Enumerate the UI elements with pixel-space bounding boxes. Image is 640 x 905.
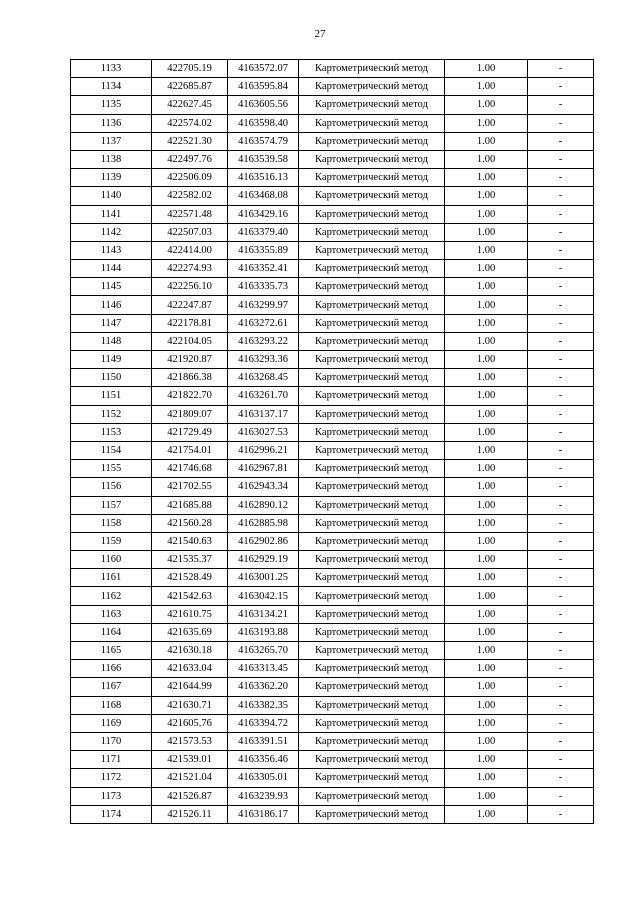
description-cell: - — [528, 460, 594, 478]
precision-cell: 1.00 — [445, 441, 528, 459]
precision-cell: 1.00 — [445, 405, 528, 423]
coordinate-y-cell: 4163355.89 — [228, 241, 299, 259]
method-cell: Картометрический метод — [299, 187, 445, 205]
table-row — [71, 696, 594, 714]
precision-cell: 1.00 — [445, 314, 528, 332]
precision-cell: 1.00 — [445, 551, 528, 569]
method-cell: Картометрический метод — [299, 405, 445, 423]
precision-cell: 1.00 — [445, 751, 528, 769]
point-number-cell: 1139 — [71, 169, 152, 187]
method-cell: Картометрический метод — [299, 314, 445, 332]
description-cell: - — [528, 60, 594, 78]
description-cell: - — [528, 514, 594, 532]
description-cell: - — [528, 587, 594, 605]
method-cell: Картометрический метод — [299, 532, 445, 550]
description-cell: - — [528, 787, 594, 805]
coordinate-y-cell: 4163429.16 — [228, 205, 299, 223]
precision-cell: 1.00 — [445, 223, 528, 241]
method-cell: Картометрический метод — [299, 478, 445, 496]
precision-cell: 1.00 — [445, 332, 528, 350]
coordinate-x-cell: 421535.37 — [152, 551, 228, 569]
description-cell: - — [528, 241, 594, 259]
coordinate-x-cell: 421866.38 — [152, 369, 228, 387]
table-row — [71, 187, 594, 205]
method-cell: Картометрический метод — [299, 460, 445, 478]
point-number-cell: 1151 — [71, 387, 152, 405]
method-cell: Картометрический метод — [299, 278, 445, 296]
precision-cell: 1.00 — [445, 60, 528, 78]
table-row — [71, 532, 594, 550]
point-number-cell: 1159 — [71, 532, 152, 550]
coordinate-y-cell: 4163572.07 — [228, 60, 299, 78]
coordinate-x-cell: 421920.87 — [152, 351, 228, 369]
coordinate-y-cell: 4163293.36 — [228, 351, 299, 369]
method-cell: Картометрический метод — [299, 769, 445, 787]
coordinate-y-cell: 4163391.51 — [228, 732, 299, 750]
coordinate-x-cell: 421633.04 — [152, 660, 228, 678]
coordinate-y-cell: 4163516.13 — [228, 169, 299, 187]
description-cell: - — [528, 314, 594, 332]
method-cell: Картометрический метод — [299, 732, 445, 750]
coordinate-y-cell: 4163186.17 — [228, 805, 299, 823]
point-number-cell: 1141 — [71, 205, 152, 223]
coordinate-y-cell: 4163605.56 — [228, 96, 299, 114]
table-row — [71, 60, 594, 78]
point-number-cell: 1146 — [71, 296, 152, 314]
coordinate-y-cell: 4163261.70 — [228, 387, 299, 405]
method-cell: Картометрический метод — [299, 441, 445, 459]
precision-cell: 1.00 — [445, 660, 528, 678]
precision-cell: 1.00 — [445, 732, 528, 750]
coordinate-y-cell: 4163137.17 — [228, 405, 299, 423]
coordinate-y-cell: 4163027.53 — [228, 423, 299, 441]
table-row — [71, 514, 594, 532]
method-cell: Картометрический метод — [299, 296, 445, 314]
point-number-cell: 1135 — [71, 96, 152, 114]
method-cell: Картометрический метод — [299, 569, 445, 587]
method-cell: Картометрический метод — [299, 78, 445, 96]
method-cell: Картометрический метод — [299, 132, 445, 150]
coordinate-x-cell: 422506.09 — [152, 169, 228, 187]
point-number-cell: 1154 — [71, 441, 152, 459]
method-cell: Картометрический метод — [299, 60, 445, 78]
table-row — [71, 369, 594, 387]
coordinate-x-cell: 421635.69 — [152, 623, 228, 641]
coordinate-y-cell: 4163134.21 — [228, 605, 299, 623]
coordinates-table — [70, 59, 594, 824]
point-number-cell: 1172 — [71, 769, 152, 787]
precision-cell: 1.00 — [445, 805, 528, 823]
point-number-cell: 1160 — [71, 551, 152, 569]
point-number-cell: 1143 — [71, 241, 152, 259]
precision-cell: 1.00 — [445, 769, 528, 787]
table-row — [71, 769, 594, 787]
description-cell: - — [528, 569, 594, 587]
precision-cell: 1.00 — [445, 423, 528, 441]
method-cell: Картометрический метод — [299, 205, 445, 223]
table-row — [71, 78, 594, 96]
point-number-cell: 1155 — [71, 460, 152, 478]
table-row — [71, 351, 594, 369]
page-number: 27 — [314, 28, 326, 40]
table-row — [71, 623, 594, 641]
table-row — [71, 805, 594, 823]
method-cell: Картометрический метод — [299, 587, 445, 605]
method-cell: Картометрический метод — [299, 223, 445, 241]
table-row — [71, 732, 594, 750]
table-row — [71, 260, 594, 278]
precision-cell: 1.00 — [445, 169, 528, 187]
precision-cell: 1.00 — [445, 569, 528, 587]
coordinate-x-cell: 421526.87 — [152, 787, 228, 805]
coordinate-x-cell: 421630.18 — [152, 642, 228, 660]
method-cell: Картометрический метод — [299, 660, 445, 678]
point-number-cell: 1174 — [71, 805, 152, 823]
description-cell: - — [528, 532, 594, 550]
table-row — [71, 714, 594, 732]
description-cell: - — [528, 441, 594, 459]
description-cell: - — [528, 696, 594, 714]
point-number-cell: 1153 — [71, 423, 152, 441]
precision-cell: 1.00 — [445, 278, 528, 296]
description-cell: - — [528, 150, 594, 168]
table-row — [71, 751, 594, 769]
coordinate-y-cell: 4162996.21 — [228, 441, 299, 459]
point-number-cell: 1158 — [71, 514, 152, 532]
coordinate-x-cell: 421630.71 — [152, 696, 228, 714]
coordinate-x-cell: 421685.88 — [152, 496, 228, 514]
method-cell: Картометрический метод — [299, 150, 445, 168]
table-row — [71, 96, 594, 114]
table-row — [71, 314, 594, 332]
coordinate-x-cell: 422685.87 — [152, 78, 228, 96]
coordinate-x-cell: 422627.45 — [152, 96, 228, 114]
description-cell: - — [528, 278, 594, 296]
description-cell: - — [528, 732, 594, 750]
coordinate-x-cell: 422256.10 — [152, 278, 228, 296]
coordinate-x-cell: 422582.02 — [152, 187, 228, 205]
coordinate-y-cell: 4163193.88 — [228, 623, 299, 641]
point-number-cell: 1161 — [71, 569, 152, 587]
method-cell: Картометрический метод — [299, 551, 445, 569]
precision-cell: 1.00 — [445, 514, 528, 532]
coordinate-y-cell: 4163352.41 — [228, 260, 299, 278]
coordinate-y-cell: 4163305.01 — [228, 769, 299, 787]
coordinate-x-cell: 422247.87 — [152, 296, 228, 314]
coordinate-x-cell: 421573.53 — [152, 732, 228, 750]
coordinate-y-cell: 4162890.12 — [228, 496, 299, 514]
description-cell: - — [528, 660, 594, 678]
point-number-cell: 1169 — [71, 714, 152, 732]
coordinate-y-cell: 4163539.58 — [228, 150, 299, 168]
method-cell: Картометрический метод — [299, 714, 445, 732]
description-cell: - — [528, 187, 594, 205]
method-cell: Картометрический метод — [299, 332, 445, 350]
coordinate-y-cell: 4163379.40 — [228, 223, 299, 241]
coordinate-x-cell: 421729.49 — [152, 423, 228, 441]
description-cell: - — [528, 114, 594, 132]
table-row — [71, 605, 594, 623]
coordinate-x-cell: 421540.63 — [152, 532, 228, 550]
point-number-cell: 1149 — [71, 351, 152, 369]
coordinate-y-cell: 4163299.97 — [228, 296, 299, 314]
description-cell: - — [528, 296, 594, 314]
precision-cell: 1.00 — [445, 78, 528, 96]
point-number-cell: 1148 — [71, 332, 152, 350]
method-cell: Картометрический метод — [299, 351, 445, 369]
coordinate-x-cell: 421822.70 — [152, 387, 228, 405]
description-cell: - — [528, 351, 594, 369]
point-number-cell: 1137 — [71, 132, 152, 150]
precision-cell: 1.00 — [445, 351, 528, 369]
table-row — [71, 660, 594, 678]
table-row — [71, 460, 594, 478]
point-number-cell: 1163 — [71, 605, 152, 623]
table-row — [71, 551, 594, 569]
description-cell: - — [528, 623, 594, 641]
point-number-cell: 1152 — [71, 405, 152, 423]
coordinate-x-cell: 421526.11 — [152, 805, 228, 823]
coordinate-y-cell: 4163293.22 — [228, 332, 299, 350]
coordinate-x-cell: 421809.07 — [152, 405, 228, 423]
coordinate-x-cell: 421746.68 — [152, 460, 228, 478]
point-number-cell: 1156 — [71, 478, 152, 496]
method-cell: Картометрический метод — [299, 751, 445, 769]
table-row — [71, 496, 594, 514]
point-number-cell: 1162 — [71, 587, 152, 605]
precision-cell: 1.00 — [445, 787, 528, 805]
description-cell: - — [528, 751, 594, 769]
table-row — [71, 278, 594, 296]
description-cell: - — [528, 260, 594, 278]
precision-cell: 1.00 — [445, 187, 528, 205]
coordinate-x-cell: 422507.03 — [152, 223, 228, 241]
coordinate-y-cell: 4163313.45 — [228, 660, 299, 678]
coordinate-x-cell: 421702.55 — [152, 478, 228, 496]
coordinate-y-cell: 4163272.61 — [228, 314, 299, 332]
description-cell: - — [528, 478, 594, 496]
precision-cell: 1.00 — [445, 623, 528, 641]
table-row — [71, 587, 594, 605]
table-row — [71, 241, 594, 259]
method-cell: Картометрический метод — [299, 423, 445, 441]
coordinate-y-cell: 4162929.19 — [228, 551, 299, 569]
coordinate-y-cell: 4163595.84 — [228, 78, 299, 96]
coordinate-y-cell: 4163001.25 — [228, 569, 299, 587]
table-row — [71, 787, 594, 805]
table-row — [71, 132, 594, 150]
method-cell: Картометрический метод — [299, 805, 445, 823]
coordinate-x-cell: 421754.01 — [152, 441, 228, 459]
method-cell: Картометрический метод — [299, 114, 445, 132]
description-cell: - — [528, 78, 594, 96]
description-cell: - — [528, 551, 594, 569]
table-row — [71, 205, 594, 223]
coordinate-x-cell: 421605.76 — [152, 714, 228, 732]
coordinate-y-cell: 4163239.93 — [228, 787, 299, 805]
point-number-cell: 1145 — [71, 278, 152, 296]
coordinate-x-cell: 421610.75 — [152, 605, 228, 623]
coordinate-y-cell: 4163335.73 — [228, 278, 299, 296]
point-number-cell: 1147 — [71, 314, 152, 332]
coordinate-x-cell: 421539.01 — [152, 751, 228, 769]
description-cell: - — [528, 714, 594, 732]
coordinate-x-cell: 422274.93 — [152, 260, 228, 278]
precision-cell: 1.00 — [445, 260, 528, 278]
coordinate-x-cell: 422178.81 — [152, 314, 228, 332]
description-cell: - — [528, 223, 594, 241]
coordinate-y-cell: 4162885.98 — [228, 514, 299, 532]
precision-cell: 1.00 — [445, 96, 528, 114]
point-number-cell: 1157 — [71, 496, 152, 514]
coordinate-x-cell: 421521.04 — [152, 769, 228, 787]
method-cell: Картометрический метод — [299, 678, 445, 696]
coordinate-y-cell: 4163362.20 — [228, 678, 299, 696]
method-cell: Картометрический метод — [299, 787, 445, 805]
coordinates-table-body — [71, 60, 594, 824]
precision-cell: 1.00 — [445, 642, 528, 660]
precision-cell: 1.00 — [445, 714, 528, 732]
table-row — [71, 405, 594, 423]
precision-cell: 1.00 — [445, 114, 528, 132]
precision-cell: 1.00 — [445, 587, 528, 605]
description-cell: - — [528, 769, 594, 787]
description-cell: - — [528, 369, 594, 387]
coordinate-x-cell: 421542.63 — [152, 587, 228, 605]
method-cell: Картометрический метод — [299, 241, 445, 259]
precision-cell: 1.00 — [445, 296, 528, 314]
table-row — [71, 441, 594, 459]
coordinate-y-cell: 4163394.72 — [228, 714, 299, 732]
precision-cell: 1.00 — [445, 478, 528, 496]
point-number-cell: 1150 — [71, 369, 152, 387]
table-row — [71, 114, 594, 132]
table-row — [71, 678, 594, 696]
precision-cell: 1.00 — [445, 678, 528, 696]
point-number-cell: 1138 — [71, 150, 152, 168]
point-number-cell: 1136 — [71, 114, 152, 132]
coordinate-x-cell: 422571.48 — [152, 205, 228, 223]
description-cell: - — [528, 423, 594, 441]
coordinate-x-cell: 422104.05 — [152, 332, 228, 350]
precision-cell: 1.00 — [445, 132, 528, 150]
table-row — [71, 423, 594, 441]
method-cell: Картометрический метод — [299, 387, 445, 405]
method-cell: Картометрический метод — [299, 623, 445, 641]
coordinate-y-cell: 4163598.40 — [228, 114, 299, 132]
point-number-cell: 1134 — [71, 78, 152, 96]
coordinate-y-cell: 4162943.34 — [228, 478, 299, 496]
point-number-cell: 1165 — [71, 642, 152, 660]
point-number-cell: 1144 — [71, 260, 152, 278]
description-cell: - — [528, 205, 594, 223]
coordinate-y-cell: 4162902.86 — [228, 532, 299, 550]
precision-cell: 1.00 — [445, 605, 528, 623]
table-row — [71, 478, 594, 496]
table-row — [71, 569, 594, 587]
precision-cell: 1.00 — [445, 532, 528, 550]
description-cell: - — [528, 96, 594, 114]
description-cell: - — [528, 405, 594, 423]
precision-cell: 1.00 — [445, 241, 528, 259]
description-cell: - — [528, 332, 594, 350]
table-row — [71, 387, 594, 405]
coordinate-x-cell: 422705.19 — [152, 60, 228, 78]
point-number-cell: 1133 — [71, 60, 152, 78]
coordinate-x-cell: 422497.76 — [152, 150, 228, 168]
method-cell: Картометрический метод — [299, 260, 445, 278]
description-cell: - — [528, 678, 594, 696]
coordinate-y-cell: 4162967.81 — [228, 460, 299, 478]
method-cell: Картометрический метод — [299, 696, 445, 714]
method-cell: Картометрический метод — [299, 369, 445, 387]
method-cell: Картометрический метод — [299, 496, 445, 514]
point-number-cell: 1142 — [71, 223, 152, 241]
coordinate-x-cell: 422521.30 — [152, 132, 228, 150]
precision-cell: 1.00 — [445, 696, 528, 714]
point-number-cell: 1170 — [71, 732, 152, 750]
method-cell: Картометрический метод — [299, 169, 445, 187]
coordinate-y-cell: 4163268.45 — [228, 369, 299, 387]
precision-cell: 1.00 — [445, 496, 528, 514]
table-row — [71, 169, 594, 187]
precision-cell: 1.00 — [445, 150, 528, 168]
description-cell: - — [528, 169, 594, 187]
point-number-cell: 1164 — [71, 623, 152, 641]
coordinate-x-cell: 421560.28 — [152, 514, 228, 532]
coordinate-x-cell: 422414.00 — [152, 241, 228, 259]
description-cell: - — [528, 605, 594, 623]
description-cell: - — [528, 387, 594, 405]
table-row — [71, 223, 594, 241]
description-cell: - — [528, 642, 594, 660]
point-number-cell: 1140 — [71, 187, 152, 205]
description-cell: - — [528, 805, 594, 823]
method-cell: Картометрический метод — [299, 605, 445, 623]
table-row — [71, 332, 594, 350]
precision-cell: 1.00 — [445, 460, 528, 478]
coordinate-y-cell: 4163356.46 — [228, 751, 299, 769]
precision-cell: 1.00 — [445, 369, 528, 387]
description-cell: - — [528, 496, 594, 514]
point-number-cell: 1171 — [71, 751, 152, 769]
point-number-cell: 1168 — [71, 696, 152, 714]
method-cell: Картометрический метод — [299, 642, 445, 660]
precision-cell: 1.00 — [445, 205, 528, 223]
method-cell: Картометрический метод — [299, 514, 445, 532]
point-number-cell: 1167 — [71, 678, 152, 696]
method-cell: Картометрический метод — [299, 96, 445, 114]
table-row — [71, 296, 594, 314]
point-number-cell: 1173 — [71, 787, 152, 805]
coordinate-x-cell: 421644.99 — [152, 678, 228, 696]
precision-cell: 1.00 — [445, 387, 528, 405]
coordinate-y-cell: 4163574.79 — [228, 132, 299, 150]
description-cell: - — [528, 132, 594, 150]
point-number-cell: 1166 — [71, 660, 152, 678]
coordinate-x-cell: 421528.49 — [152, 569, 228, 587]
table-row — [71, 642, 594, 660]
coordinate-x-cell: 422574.02 — [152, 114, 228, 132]
coordinate-y-cell: 4163468.08 — [228, 187, 299, 205]
coordinate-y-cell: 4163042.15 — [228, 587, 299, 605]
coordinate-y-cell: 4163382.35 — [228, 696, 299, 714]
table-row — [71, 150, 594, 168]
coordinate-y-cell: 4163265.70 — [228, 642, 299, 660]
